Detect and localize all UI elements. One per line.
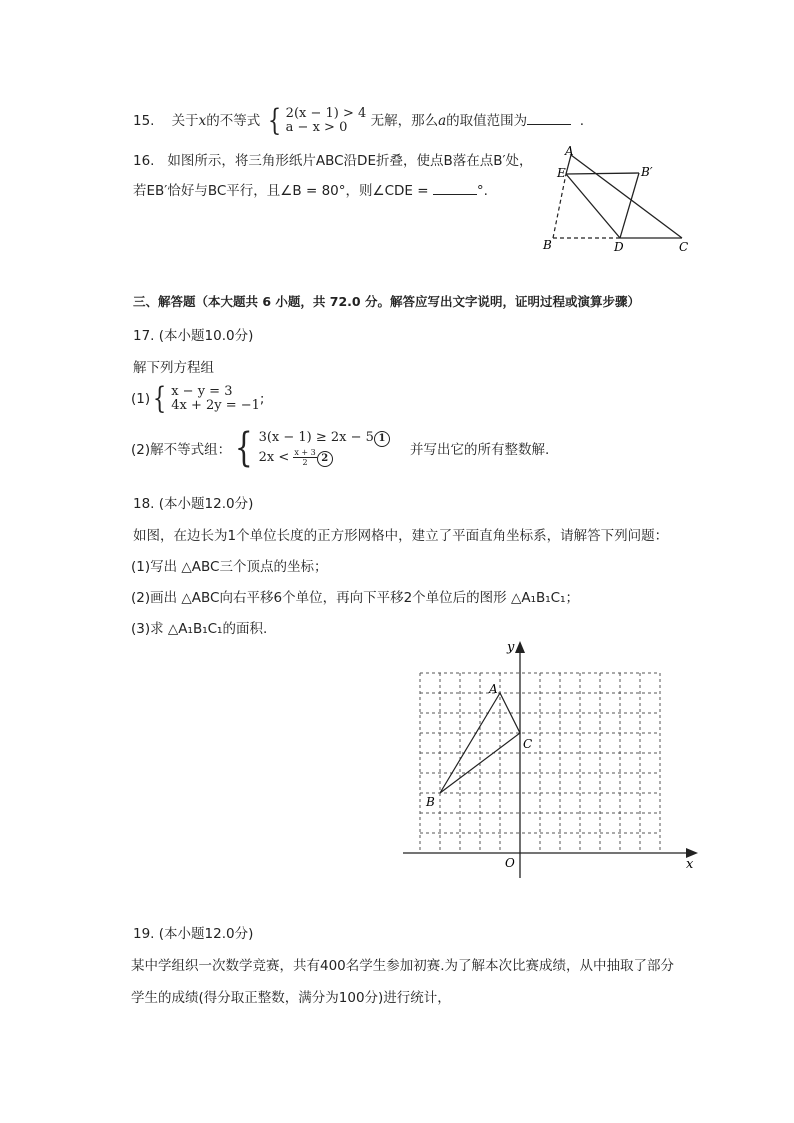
q15-number: 15. (133, 113, 155, 129)
q16-line2b: °. (476, 183, 488, 199)
label-A: A (489, 682, 498, 696)
brace-icon: { (152, 381, 167, 416)
q15-prefix: 关于 (171, 113, 199, 129)
brace-icon: { (234, 425, 253, 471)
x-axis-label: x (686, 857, 694, 872)
q17-p1-system (150, 381, 260, 416)
q17-p1-line1: x − y = 3 (171, 384, 233, 399)
q17-p2-line1-wrap (259, 428, 390, 448)
q15-suffix: 的取值范围为 (446, 113, 528, 129)
segment-AC (571, 155, 682, 238)
circled-1-icon: 1 (374, 431, 390, 447)
q17-intro: 解下列方程组 (133, 360, 214, 376)
section-3-heading: 三、解答题（本大题共 6 小题，共 72.0 分。解答应写出文字说明，证明过程或演算步骤） (133, 294, 640, 309)
q17-p1-line2: 4x + 2y = −1 (171, 398, 260, 413)
q15-ineq-line2: a − x > 0 (285, 120, 348, 135)
q16-line2 (133, 176, 488, 206)
q17-p2-system (231, 425, 390, 471)
origin-label: O (505, 856, 515, 870)
question-15 (133, 103, 585, 138)
segment-ED (566, 174, 620, 238)
brace-icon: { (267, 103, 281, 138)
q19-line2: 学生的成绩(得分取正整数，满分为100分)进行统计， (131, 990, 451, 1006)
q15-var-x: x (198, 113, 207, 129)
fraction-denominator: 2 (302, 458, 308, 467)
q17-p2-tail: 并写出它的所有整数解. (409, 442, 550, 458)
q18-part3: (3)求 △A₁B₁C₁的面积. (131, 621, 268, 637)
label-A: A (565, 144, 574, 158)
q17-part1 (131, 381, 265, 416)
q15-inequality-system (265, 103, 367, 138)
q17-p1-end: ; (259, 391, 265, 407)
y-axis-label: y (507, 640, 515, 655)
q15-answer-blank (527, 112, 571, 125)
q16-number: 16. (133, 153, 155, 169)
label-Bprime: B′ (641, 165, 653, 179)
fraction-numerator: x + 3 (294, 448, 316, 457)
q18-part2: (2)画出 △ABC向右平移6个单位，再向下平移2个单位后的图形 △A₁B₁C₁； (131, 590, 579, 606)
q18-header: 18. (本小题12.0分) (133, 496, 254, 512)
q19-header: 19. (本小题12.0分) (133, 926, 254, 942)
label-C: C (679, 240, 689, 254)
segment-BpD (620, 173, 639, 238)
q17-p2-fraction (293, 448, 316, 467)
q15-after: 无解，那么 (370, 113, 439, 129)
q15-ineq-line1: 2(x − 1) > 4 (285, 106, 367, 121)
label-C: C (523, 737, 533, 751)
q17-part2 (131, 425, 550, 471)
segment-BE-dashed (553, 174, 566, 238)
q19-line1: 某中学组织一次数学竞赛，共有400名学生参加初赛.为了解本次比赛成绩，从中抽取了部分 (131, 958, 675, 974)
y-axis-arrow-icon (515, 641, 525, 653)
question-16 (133, 146, 533, 176)
q17-p1-label: (1) (131, 391, 151, 407)
q17-p2-label: (2)解不等式组： (131, 442, 232, 458)
q15-mid: 的不等式 (206, 113, 261, 129)
label-B: B (543, 238, 552, 252)
circled-2-icon: 2 (317, 451, 333, 467)
grid-lines (420, 673, 660, 853)
q16-answer-blank (433, 182, 477, 195)
q16-line2a: 若EB′恰好与BC平行，且∠B = 80°，则∠CDE = (133, 183, 429, 199)
q17-p2-line2-wrap (259, 448, 390, 468)
segment-EBp (566, 173, 639, 174)
q18-coordinate-grid (395, 635, 705, 880)
q18-part1: (1)写出 △ABC三个顶点的坐标； (131, 559, 328, 575)
q18-intro: 如图，在边长为1个单位长度的正方形网格中，建立了平面直角坐标系，请解答下列问题： (133, 528, 669, 544)
q16-line1: 如图所示，将三角形纸片ABC沿DE折叠，使点B落在点B′处， (167, 153, 533, 169)
q17-p2-line1: 3(x − 1) ≥ 2x − 5 (258, 430, 374, 445)
label-D: D (614, 240, 624, 254)
label-B: B (426, 795, 435, 809)
q17-p2-line2-pre: 2x < (258, 450, 290, 465)
q16-triangle-figure (535, 143, 700, 258)
q17-header: 17. (本小题10.0分) (133, 328, 254, 344)
q15-var-a: a (438, 113, 447, 129)
q15-end: . (579, 113, 585, 129)
label-E: E (557, 166, 566, 180)
